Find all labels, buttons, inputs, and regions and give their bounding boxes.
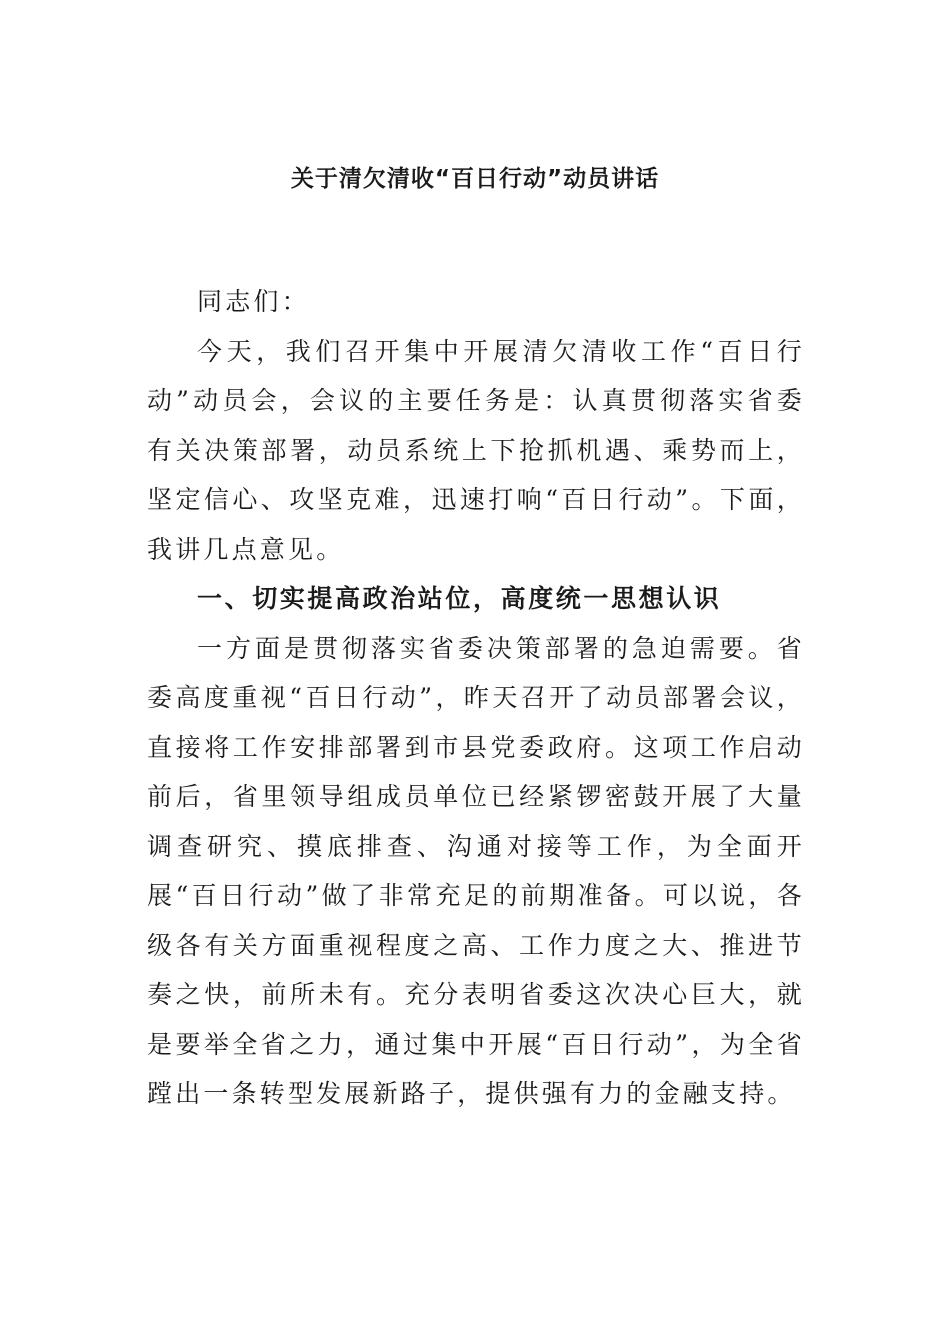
section-heading: 一、切实提高政治站位，高度统一思想认识 (197, 584, 722, 613)
document-body (147, 277, 805, 1119)
salutation: 同志们： (197, 287, 310, 316)
intro-paragraph: 今天，我们召开集中开展清欠清收工作“百日行动”动员会，会议的主要任务是：认真贯彻落实省委有关决策部署，动员系统上下抢抓机遇、乘势而上，坚定信心、攻坚克难，迅速打响“百日行动”。下面，我讲几点意见。 (147, 336, 805, 564)
section-paragraph: 一方面是贯彻落实省委决策部署的急迫需要。省委高度重视“百日行动”，昨天召开了动员部署会议，直接将工作安排部署到市县党委政府。这项工作启动前后，省里领导组成员单位已经紧锣密鼓开展了大量调查研究、摸底排查、沟通对接等工作，为全面开展“百日行动”做了非常充足的前期准备。可以说，各级各有关方面重视程度之高、工作力度之大、推进节奏之快，前所未有。充分表明省委这次决心巨大，就是要举全省之力，通过集中开展“百日行动”，为全省蹚出一条转型发展新路子，提供强有力的金融支持。 (147, 633, 805, 1108)
document-title: 关于清欠清收“百日行动”动员讲话 (290, 166, 660, 192)
